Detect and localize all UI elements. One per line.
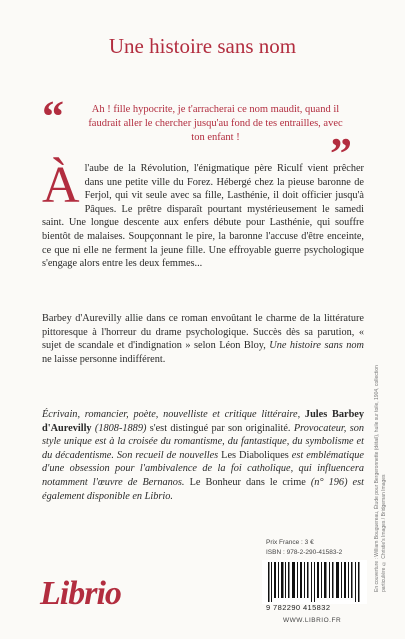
- synopsis-paragraph-2: [42, 312, 364, 366]
- bio-book-title-1: Les Diaboliques: [221, 449, 289, 461]
- open-quote-mark: “: [42, 92, 64, 141]
- pull-quote: Ah ! fille hypocrite, je t'arracherai ce nom maudit, quand il faudrait aller le chercher jusqu'au fond de tes entrailles, avec ton enfant !: [88, 104, 343, 143]
- barcode-digits: 9 782290 415832: [266, 603, 331, 612]
- author-dates: (1808-1889): [91, 422, 150, 434]
- synopsis-p2-title: Une histoire sans nom: [269, 340, 364, 352]
- author-bio: [42, 408, 364, 503]
- bio-availability: (n° 196) est également disponible en Librio.: [42, 476, 364, 502]
- barcode-bars: [262, 560, 367, 604]
- synopsis: [42, 157, 364, 271]
- librio-logo: Librio: [40, 575, 121, 612]
- cover-credit: En couverture : William Bouguereau, Étude pour Bergeronnette (détail), huile sur toile, 1904, collection particulière © Christie's Images / Bridgeman Images: [374, 365, 387, 592]
- isbn: ISBN : 978-2-290-41583-2: [266, 549, 343, 556]
- barcode: [262, 560, 367, 604]
- synopsis-p2-text: Barbey d'Aurevilly allie dans ce roman envoûtant le charme de la littérature pittoresque à l'horreur du drame psychologique. Succès dès sa parution, « sujet de scandale et d'indignation » selon Léon Bloy,: [42, 313, 364, 352]
- bio-obsession: est emblématique d'une obsession pour l'ambivalence de la foi catholique, qui influencera notamment l'œuvre de Bernanos.: [42, 449, 364, 488]
- bio-originality: s'est distingué par son originalité.: [149, 422, 294, 434]
- bio-intro: Écrivain, romancier, poète, nouvelliste et critique littéraire,: [42, 409, 305, 420]
- synopsis-p2-end: ne laisse personne indifférent.: [42, 353, 166, 365]
- author-name: Jules Barbey d'Aurevilly: [42, 409, 365, 434]
- book-title: Une histoire sans nom: [108, 34, 297, 58]
- synopsis-paragraph-1: l'aube de la Révolution, l'énigmatique père Riculf vient prêcher dans une petite ville du Forez. Hébergé chez la pieuse baronne de Ferjol, qui vit seule avec sa fille, Lasthénie, il doit officier jusqu'à Pâques. Le prêtre disparaît pourtant mystérieusement le samedi saint. Une longue descente aux enfers débute pour Lasthénie, qui souffre bientôt de malaises. Soupçonnant le pire, la baronne l'accuse d'être enceinte, ce que ni elle ne ferment la jeune fille. Une effroyable guerre psychologique s'engage alors entre les deux femmes...: [42, 163, 364, 270]
- bio-style: Provocateur, son style unique est à la croisée du romantisme, du fantastique, du symbolisme et du décadentisme. Son recueil de nouvelles: [42, 422, 365, 461]
- close-quote-mark: ”: [330, 129, 352, 178]
- drop-cap: À: [42, 157, 80, 214]
- publisher-website[interactable]: WWW.LIBRIO.FR: [283, 617, 342, 624]
- bio-book-title-2: Le Bonheur dans le crime: [189, 476, 306, 488]
- price: Prix France : 3 €: [266, 539, 314, 546]
